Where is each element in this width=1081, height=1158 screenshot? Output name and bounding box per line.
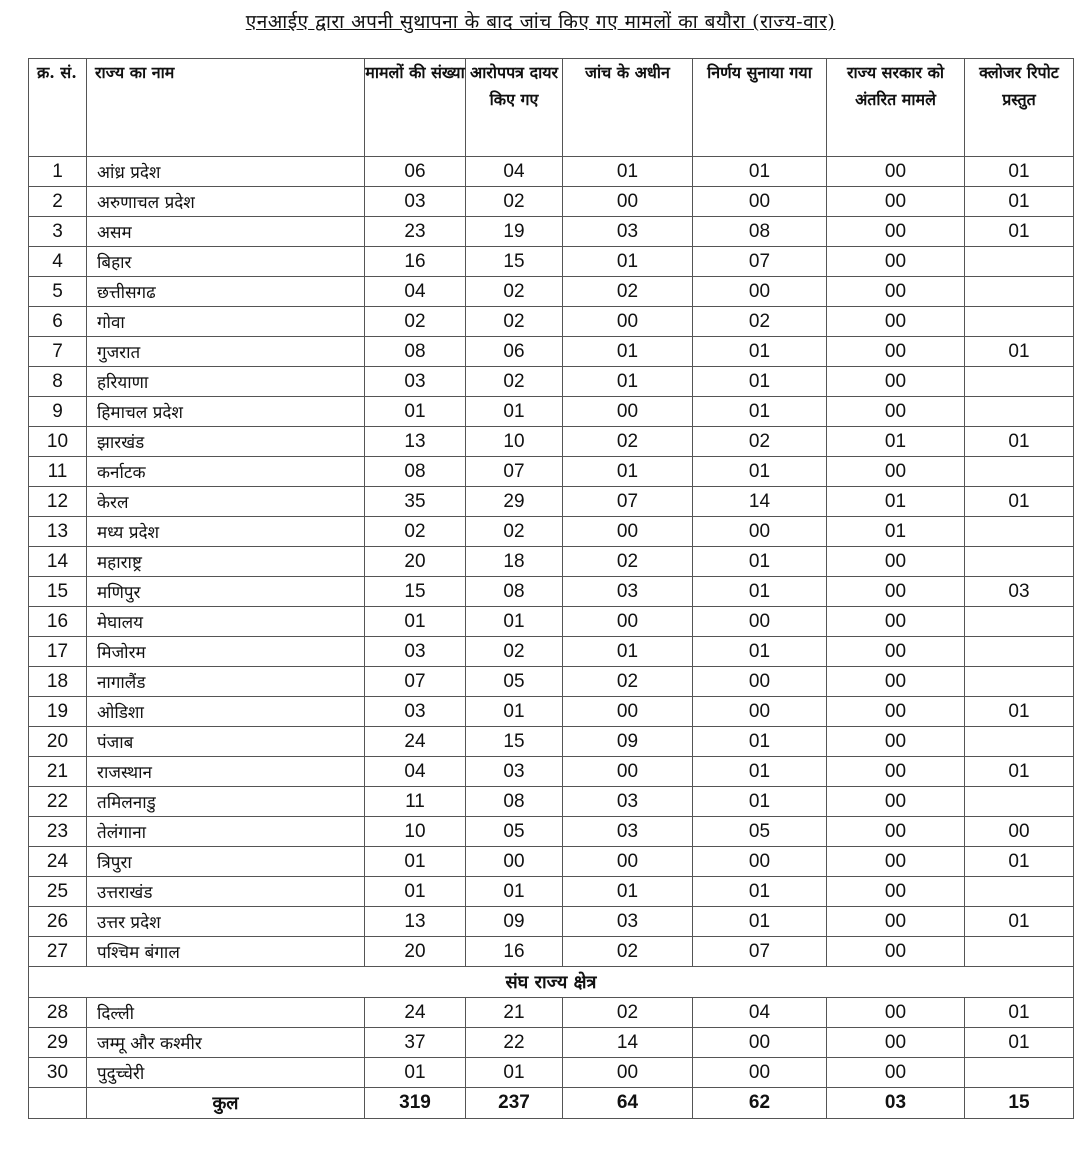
cell-judgment: 01 [693,787,827,817]
cell-serial: 22 [29,787,87,817]
table-row [29,637,1074,667]
header-under-investigation: जांच के अधीन [563,59,693,157]
cell-closure-report: 01 [965,697,1074,727]
cell-serial: 10 [29,427,87,457]
cell-under-investigation: 00 [563,1058,693,1088]
cell-under-investigation: 02 [563,427,693,457]
cell-closure-report: 01 [965,907,1074,937]
cell-closure-report: 01 [965,427,1074,457]
cell-judgment: 01 [693,337,827,367]
header-transferred: राज्य सरकार को अंतरित मामले [827,59,965,157]
cell-judgment: 01 [693,757,827,787]
cell-chargesheet: 01 [466,607,563,637]
cell-case-count: 20 [365,937,466,967]
cell-closure-report [965,547,1074,577]
cell-state-name: मणिपुर [87,577,365,607]
cell-chargesheet: 03 [466,757,563,787]
cell-serial: 27 [29,937,87,967]
cell-serial: 16 [29,607,87,637]
table-row [29,487,1074,517]
cell-serial: 29 [29,1028,87,1058]
cell-under-investigation: 09 [563,727,693,757]
cell-serial: 24 [29,847,87,877]
cell-transferred: 00 [827,907,965,937]
cell-transferred: 00 [827,397,965,427]
cell-judgment: 00 [693,667,827,697]
total-judgment: 62 [693,1088,827,1119]
cell-transferred: 01 [827,487,965,517]
cell-judgment: 04 [693,998,827,1028]
cell-transferred: 00 [827,337,965,367]
cell-transferred: 01 [827,427,965,457]
cell-transferred: 00 [827,847,965,877]
cell-under-investigation: 02 [563,998,693,1028]
cell-chargesheet: 06 [466,337,563,367]
cell-case-count: 15 [365,577,466,607]
cell-case-count: 03 [365,637,466,667]
cell-serial: 20 [29,727,87,757]
table-row [29,577,1074,607]
table-row [29,157,1074,187]
table-row [29,247,1074,277]
cell-state-name: कर्नाटक [87,457,365,487]
cell-chargesheet: 07 [466,457,563,487]
cell-state-name: जम्मू और कश्मीर [87,1028,365,1058]
total-transferred: 03 [827,1088,965,1119]
cell-under-investigation: 02 [563,547,693,577]
cell-case-count: 23 [365,217,466,247]
header-judgment: निर्णय सुनाया गया [693,59,827,157]
cell-serial: 5 [29,277,87,307]
cell-chargesheet: 02 [466,367,563,397]
cell-case-count: 08 [365,457,466,487]
cell-chargesheet: 04 [466,157,563,187]
cell-closure-report: 01 [965,187,1074,217]
header-closure-report: क्लोजर रिपोट प्रस्तुत [965,59,1074,157]
cell-under-investigation: 03 [563,787,693,817]
cell-state-name: तेलंगाना [87,817,365,847]
cell-serial: 14 [29,547,87,577]
table-row [29,277,1074,307]
table-row [29,937,1074,967]
cell-serial: 8 [29,367,87,397]
cell-state-name: पंजाब [87,727,365,757]
cell-serial: 11 [29,457,87,487]
cell-case-count: 07 [365,667,466,697]
cell-case-count: 11 [365,787,466,817]
cell-state-name: अरुणाचल प्रदेश [87,187,365,217]
cell-chargesheet: 00 [466,847,563,877]
header-serial: क्र. सं. [29,59,87,157]
cell-serial: 15 [29,577,87,607]
cell-chargesheet: 01 [466,697,563,727]
cell-under-investigation: 01 [563,157,693,187]
cell-closure-report: 01 [965,337,1074,367]
cell-judgment: 05 [693,817,827,847]
cell-transferred: 00 [827,727,965,757]
cell-state-name: मेघालय [87,607,365,637]
cell-state-name: ओडिशा [87,697,365,727]
cell-state-name: नागालैंड [87,667,365,697]
cell-judgment: 08 [693,217,827,247]
cell-transferred: 00 [827,667,965,697]
cell-transferred: 00 [827,1058,965,1088]
total-label: कुल [87,1088,365,1119]
cell-closure-report [965,247,1074,277]
cell-state-name: झारखंड [87,427,365,457]
cell-chargesheet: 01 [466,397,563,427]
cell-serial: 18 [29,667,87,697]
cell-state-name: महाराष्ट्र [87,547,365,577]
cell-transferred: 00 [827,547,965,577]
cell-case-count: 13 [365,427,466,457]
cell-transferred: 00 [827,187,965,217]
table-row [29,607,1074,637]
table-row [29,187,1074,217]
cell-judgment: 07 [693,937,827,967]
cell-under-investigation: 00 [563,187,693,217]
cell-state-name: हरियाणा [87,367,365,397]
cell-case-count: 20 [365,547,466,577]
cell-under-investigation: 02 [563,667,693,697]
cell-closure-report [965,787,1074,817]
cell-chargesheet: 16 [466,937,563,967]
cell-under-investigation: 14 [563,1028,693,1058]
cell-state-name: तमिलनाडु [87,787,365,817]
cell-under-investigation: 00 [563,397,693,427]
cell-closure-report: 01 [965,487,1074,517]
cell-state-name: मध्य प्रदेश [87,517,365,547]
cell-state-name: मिजोरम [87,637,365,667]
cell-under-investigation: 00 [563,307,693,337]
cell-state-name: छत्तीसगढ [87,277,365,307]
cell-transferred: 00 [827,877,965,907]
cell-state-name: बिहार [87,247,365,277]
cell-transferred: 01 [827,517,965,547]
cases-table [28,58,1074,1119]
section-row-union-territories [29,967,1074,998]
cell-chargesheet: 15 [466,247,563,277]
cell-case-count: 13 [365,907,466,937]
cell-serial: 25 [29,877,87,907]
cell-judgment: 01 [693,397,827,427]
cell-chargesheet: 19 [466,217,563,247]
cell-under-investigation: 00 [563,517,693,547]
cell-chargesheet: 15 [466,727,563,757]
cell-chargesheet: 29 [466,487,563,517]
cell-closure-report: 01 [965,998,1074,1028]
cell-under-investigation: 03 [563,907,693,937]
cell-case-count: 16 [365,247,466,277]
cell-chargesheet: 01 [466,877,563,907]
cell-state-name: उत्तराखंड [87,877,365,907]
cell-state-name: पुदुच्चेरी [87,1058,365,1088]
cell-closure-report: 00 [965,817,1074,847]
cell-case-count: 01 [365,397,466,427]
total-closure-report: 15 [965,1088,1074,1119]
cell-case-count: 01 [365,607,466,637]
cell-chargesheet: 05 [466,667,563,697]
cell-chargesheet: 05 [466,817,563,847]
cell-judgment: 00 [693,697,827,727]
cell-case-count: 06 [365,157,466,187]
cell-transferred: 00 [827,937,965,967]
page-title: एनआईए द्वारा अपनी सुथापना के बाद जांच किए गए मामलों का बयौरा (राज्य-वार) [245,11,836,33]
cell-serial: 21 [29,757,87,787]
cell-judgment: 02 [693,427,827,457]
cell-transferred: 00 [827,217,965,247]
cell-transferred: 00 [827,637,965,667]
table-row [29,367,1074,397]
table-row [29,787,1074,817]
cell-serial: 23 [29,817,87,847]
cell-judgment: 01 [693,727,827,757]
cell-closure-report: 01 [965,757,1074,787]
cell-state-name: त्रिपुरा [87,847,365,877]
cell-chargesheet: 08 [466,787,563,817]
cell-judgment: 01 [693,157,827,187]
cell-case-count: 10 [365,817,466,847]
cell-serial: 2 [29,187,87,217]
cell-judgment: 01 [693,367,827,397]
cell-case-count: 01 [365,847,466,877]
cell-case-count: 37 [365,1028,466,1058]
cell-under-investigation: 03 [563,217,693,247]
cell-judgment: 00 [693,607,827,637]
cell-serial: 28 [29,998,87,1028]
cell-under-investigation: 01 [563,457,693,487]
table-header-row [29,59,1074,157]
cell-under-investigation: 02 [563,277,693,307]
cell-serial: 9 [29,397,87,427]
cell-transferred: 00 [827,787,965,817]
cell-judgment: 01 [693,577,827,607]
cell-judgment: 01 [693,457,827,487]
cell-closure-report [965,517,1074,547]
cell-judgment: 00 [693,277,827,307]
cell-state-name: राजस्थान [87,757,365,787]
cell-closure-report: 01 [965,847,1074,877]
cell-state-name: पश्चिम बंगाल [87,937,365,967]
table-row [29,517,1074,547]
table-row [29,307,1074,337]
cell-closure-report [965,727,1074,757]
cell-serial: 4 [29,247,87,277]
cell-case-count: 35 [365,487,466,517]
table-row [29,877,1074,907]
cell-chargesheet: 08 [466,577,563,607]
cell-judgment: 00 [693,187,827,217]
cell-under-investigation: 01 [563,877,693,907]
table-row [29,817,1074,847]
cell-case-count: 03 [365,367,466,397]
cell-transferred: 00 [827,577,965,607]
cell-case-count: 03 [365,187,466,217]
cell-judgment: 01 [693,907,827,937]
cell-state-name: केरल [87,487,365,517]
cell-judgment: 00 [693,1028,827,1058]
cell-chargesheet: 02 [466,187,563,217]
cell-under-investigation: 00 [563,697,693,727]
cell-case-count: 08 [365,337,466,367]
cell-closure-report: 01 [965,157,1074,187]
table-row [29,907,1074,937]
cell-closure-report [965,667,1074,697]
cell-judgment: 01 [693,637,827,667]
cell-case-count: 02 [365,517,466,547]
cell-judgment: 01 [693,877,827,907]
cell-serial: 12 [29,487,87,517]
table-row [29,1058,1074,1088]
table-row [29,427,1074,457]
cell-transferred: 00 [827,817,965,847]
cell-under-investigation: 03 [563,817,693,847]
cell-under-investigation: 00 [563,607,693,637]
cell-under-investigation: 01 [563,367,693,397]
total-blank-cell [29,1088,87,1119]
section-label: संघ राज्य क्षेत्र [29,967,1074,998]
cell-chargesheet: 02 [466,307,563,337]
table-row [29,457,1074,487]
cell-closure-report: 01 [965,217,1074,247]
total-case-count: 319 [365,1088,466,1119]
cell-transferred: 00 [827,757,965,787]
cell-serial: 30 [29,1058,87,1088]
cell-case-count: 01 [365,1058,466,1088]
cell-serial: 26 [29,907,87,937]
cell-judgment: 00 [693,1058,827,1088]
table-row [29,757,1074,787]
total-row [29,1088,1074,1119]
cell-closure-report [965,367,1074,397]
cell-closure-report [965,1058,1074,1088]
table-row [29,847,1074,877]
cell-under-investigation: 00 [563,847,693,877]
cell-state-name: गोवा [87,307,365,337]
cell-serial: 6 [29,307,87,337]
cell-chargesheet: 09 [466,907,563,937]
cell-judgment: 07 [693,247,827,277]
cell-under-investigation: 03 [563,577,693,607]
cell-closure-report [965,397,1074,427]
cell-serial: 19 [29,697,87,727]
cell-under-investigation: 00 [563,757,693,787]
cell-closure-report [965,937,1074,967]
cell-transferred: 00 [827,457,965,487]
table-row [29,1028,1074,1058]
cell-serial: 7 [29,337,87,367]
cell-transferred: 00 [827,277,965,307]
table-row [29,667,1074,697]
cell-judgment: 01 [693,547,827,577]
cell-chargesheet: 02 [466,277,563,307]
total-chargesheet: 237 [466,1088,563,1119]
cell-state-name: आंध्र प्रदेश [87,157,365,187]
cell-judgment: 14 [693,487,827,517]
cell-serial: 1 [29,157,87,187]
cell-under-investigation: 01 [563,247,693,277]
header-case-count: मामलों की संख्या [365,59,466,157]
cell-transferred: 00 [827,1028,965,1058]
table-row [29,697,1074,727]
table-row [29,727,1074,757]
table-row [29,397,1074,427]
cell-chargesheet: 10 [466,427,563,457]
cell-closure-report: 03 [965,577,1074,607]
cell-serial: 3 [29,217,87,247]
cell-closure-report [965,607,1074,637]
cell-serial: 13 [29,517,87,547]
total-under-investigation: 64 [563,1088,693,1119]
cell-state-name: दिल्ली [87,998,365,1028]
table-row [29,337,1074,367]
cell-transferred: 00 [827,607,965,637]
cell-case-count: 01 [365,877,466,907]
cell-case-count: 03 [365,697,466,727]
table-row [29,547,1074,577]
cell-under-investigation: 07 [563,487,693,517]
cell-closure-report [965,637,1074,667]
header-chargesheet: आरोपपत्र दायर किए गए [466,59,563,157]
cell-under-investigation: 01 [563,637,693,667]
cell-chargesheet: 02 [466,637,563,667]
cell-transferred: 00 [827,307,965,337]
cell-chargesheet: 21 [466,998,563,1028]
cell-closure-report: 01 [965,1028,1074,1058]
cell-transferred: 00 [827,157,965,187]
cell-closure-report [965,307,1074,337]
cell-state-name: हिमाचल प्रदेश [87,397,365,427]
cell-judgment: 02 [693,307,827,337]
cell-judgment: 00 [693,847,827,877]
cell-closure-report [965,877,1074,907]
table-row [29,998,1074,1028]
cell-case-count: 24 [365,727,466,757]
cell-case-count: 02 [365,307,466,337]
cell-serial: 17 [29,637,87,667]
cell-transferred: 00 [827,697,965,727]
cell-state-name: गुजरात [87,337,365,367]
table-row [29,217,1074,247]
cell-case-count: 04 [365,757,466,787]
cell-under-investigation: 02 [563,937,693,967]
cell-judgment: 00 [693,517,827,547]
cell-transferred: 00 [827,367,965,397]
cell-transferred: 00 [827,998,965,1028]
cell-chargesheet: 22 [466,1028,563,1058]
cell-chargesheet: 01 [466,1058,563,1088]
header-state-name: राज्य का नाम [87,59,365,157]
cell-closure-report [965,457,1074,487]
cell-state-name: उत्तर प्रदेश [87,907,365,937]
cell-closure-report [965,277,1074,307]
cell-chargesheet: 18 [466,547,563,577]
cell-case-count: 04 [365,277,466,307]
cell-chargesheet: 02 [466,517,563,547]
cell-state-name: असम [87,217,365,247]
cell-under-investigation: 01 [563,337,693,367]
cell-transferred: 00 [827,247,965,277]
cell-case-count: 24 [365,998,466,1028]
